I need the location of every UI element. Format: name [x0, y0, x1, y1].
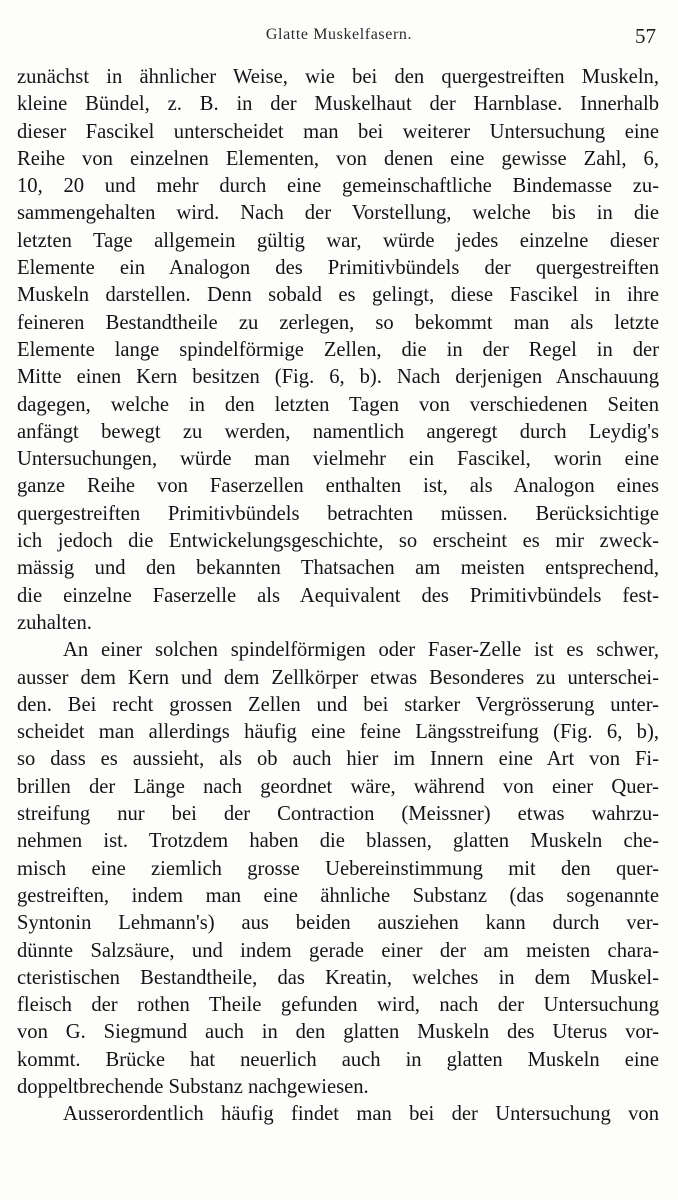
text-line: kleine Bündel, z. B. in der Muskelhaut der Harnblase. Innerhalb	[17, 93, 659, 116]
text-line: dagegen, welche in den letzten Tagen von verschiedenen Seiten	[17, 393, 659, 416]
text-line: fleisch der rothen Theile gefunden wird, nach der Untersuchung	[17, 994, 659, 1017]
text-line: cteristischen Bestandtheile, das Kreatin, welches in dem Muskel-	[17, 966, 659, 989]
text-line: doppeltbrechende Substanz nachgewiesen.	[17, 1075, 369, 1098]
text-line: ausser dem Kern und dem Zellkörper etwas Besonderes zu unterschei-	[17, 666, 659, 689]
text-line: scheidet man allerdings häufig eine feine Längsstreifung (Fig. 6, b),	[17, 721, 659, 744]
text-line: von G. Siegmund auch in den glatten Muskeln des Uterus vor-	[17, 1021, 659, 1044]
text-line: ganze Reihe von Faserzellen enthalten ist, als Analogon eines	[17, 475, 659, 498]
text-line: dieser Fascikel unterscheidet man bei weiterer Untersuchung eine	[17, 120, 659, 143]
text-line: sammengehalten wird. Nach der Vorstellung, welche bis in die	[17, 202, 659, 225]
text-line: streifung nur bei der Contraction (Meissner) etwas wahrzu-	[17, 803, 659, 826]
paragraph-2	[17, 637, 659, 1101]
text-line: mässig und den bekannten Thatsachen am meisten entsprechend,	[17, 557, 659, 580]
page-header	[0, 22, 678, 52]
text-line: quergestreiften Primitivbündels betrachten müssen. Berücksichtige	[17, 502, 659, 525]
text-line: Elemente ein Analogon des Primitivbündels der quergestreiften	[17, 257, 659, 280]
text-line: feineren Bestandtheile zu zerlegen, so bekommt man als letzte	[17, 311, 659, 334]
text-line: brillen der Länge nach geordnet wäre, während von einer Quer-	[17, 775, 659, 798]
text-line: misch eine ziemlich grosse Uebereinstimmung mit den quer-	[17, 857, 659, 880]
text-line: Mitte einen Kern besitzen (Fig. 6, b). Nach derjenigen Anschauung	[17, 366, 659, 389]
running-title: Glatte Muskelfasern.	[265, 26, 413, 43]
text-line: letzten Tage allgemein gültig war, würde jedes einzelne dieser	[17, 229, 659, 252]
text-line: Untersuchungen, würde man vielmehr ein Fascikel, worin eine	[17, 448, 659, 471]
text-line: den. Bei recht grossen Zellen und bei starker Vergrösserung unter-	[17, 693, 659, 716]
text-line: ich jedoch die Entwickelungsgeschichte, so erscheint es mir zweck-	[17, 530, 659, 553]
text-line: Ausserordentlich häufig findet man bei der Untersuchung von	[63, 1103, 659, 1126]
text-line: anfängt bewegt zu werden, namentlich angeregt durch Leydig's	[17, 420, 659, 443]
text-line: Reihe von einzelnen Elementen, von denen eine gewisse Zahl, 6,	[17, 147, 659, 170]
page-number: 57	[635, 24, 656, 48]
text-line: die einzelne Faserzelle als Aequivalent des Primitivbündels fest-	[17, 584, 659, 607]
text-line: Muskeln darstellen. Denn sobald es gelingt, diese Fascikel in ihre	[17, 284, 659, 307]
text-line: 10, 20 und mehr durch eine gemeinschaftliche Bindemasse zu-	[17, 175, 659, 198]
paragraph-1	[17, 64, 659, 637]
text-line: so dass es aussieht, als ob auch hier im Innern eine Art von Fi-	[17, 748, 659, 771]
text-line: kommt. Brücke hat neuerlich auch in glatten Muskeln eine	[17, 1048, 659, 1071]
text-line: nehmen ist. Trotzdem haben die blassen, glatten Muskeln che-	[17, 830, 659, 853]
paragraph-3	[17, 1101, 659, 1128]
body-text	[17, 64, 659, 1129]
text-line: zunächst in ähnlicher Weise, wie bei den quergestreiften Muskeln,	[17, 66, 659, 88]
text-line: dünnte Salzsäure, und indem gerade einer der am meisten chara-	[17, 939, 659, 962]
text-line: An einer solchen spindelförmigen oder Faser-Zelle ist es schwer,	[63, 639, 659, 662]
text-line: Elemente lange spindelförmige Zellen, die in der Regel in der	[17, 338, 659, 361]
text-line: gestreiften, indem man eine ähnliche Substanz (das sogenannte	[17, 884, 659, 907]
text-line: Syntonin Lehmann's) aus beiden ausziehen kann durch ver-	[17, 912, 659, 935]
text-line: zuhalten.	[17, 611, 92, 634]
